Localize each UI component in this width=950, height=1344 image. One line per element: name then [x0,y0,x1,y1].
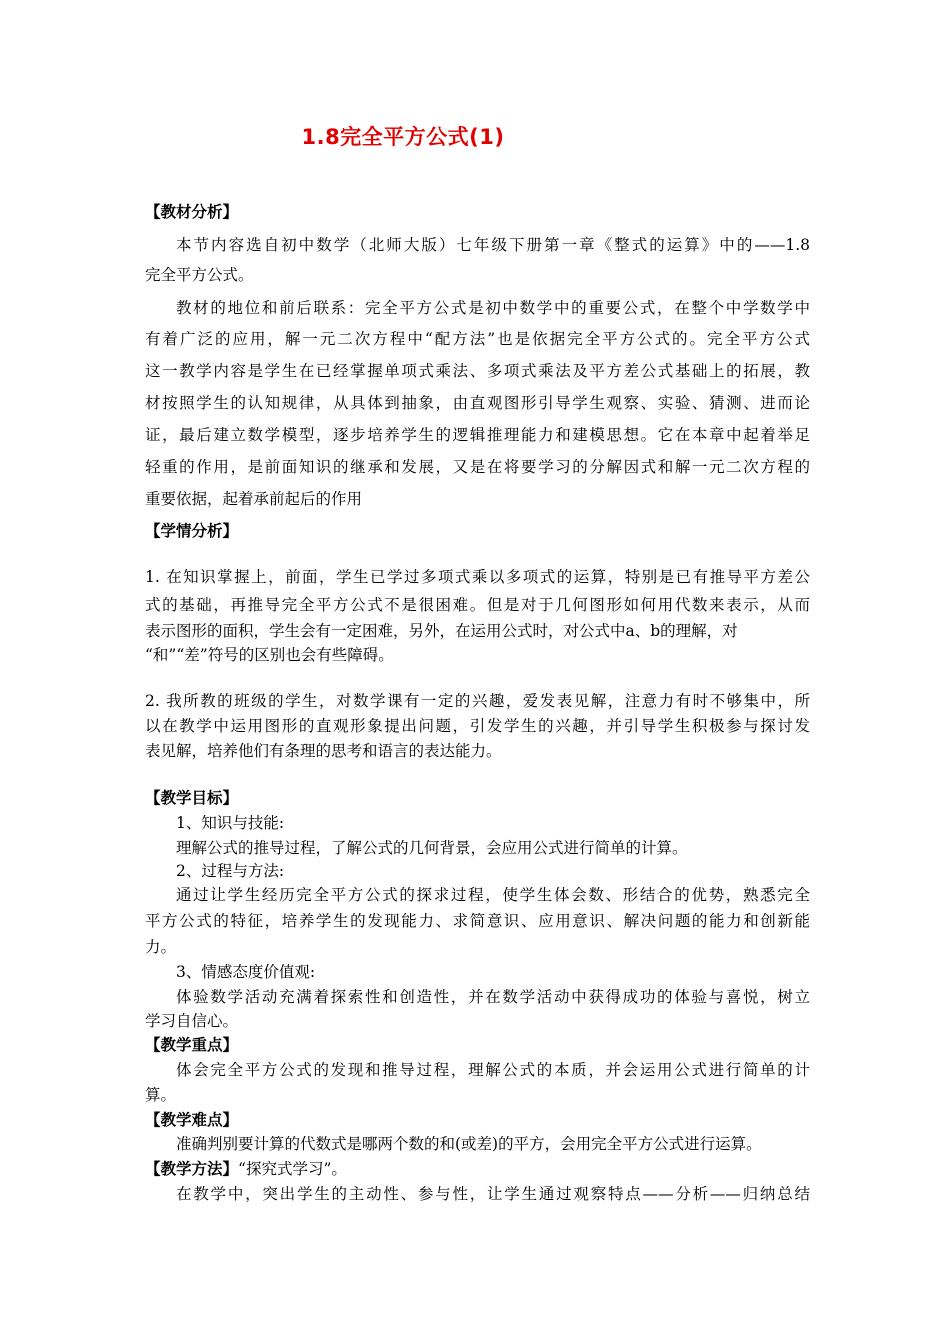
paragraph-line: 重要依据，起着承前起后的作用 [145,490,363,508]
paragraph-line: 1. 在知识掌握上，前面，学生已学过多项式乘以多项式的运算，特别是已有推导平方差公 [145,568,810,586]
paragraph-line: 完全平方公式。 [145,266,254,284]
paragraph-line: 通过让学生经历完全平方公式的探求过程，使学生体会数、形结合的优势，熟悉完全 [176,886,810,904]
paragraph-line: 式的基础，再推导完全平方公式不是很困难。但是对于几何图形如何用代数来表示，从而 [145,596,810,614]
paragraph-line: 体验数学活动充满着探索性和创造性，并在数学活动中获得成功的体验与喜悦，树立 [176,988,810,1006]
paragraph-line: 体会完全平方公式的发现和推导过程，理解公式的本质，并会运用公式进行简单的计 [176,1061,810,1079]
paragraph-line: 3、情感态度价值观: [176,963,316,981]
paragraph-line: 本节内容选自初中数学（北师大版）七年级下册第一章《整式的运算》中的——1.8 [176,236,810,254]
paragraph-line: 理解公式的推导过程，了解公式的几何背景，会应用公式进行简单的计算。 [176,839,688,857]
teaching-method-line [145,1159,810,1179]
paragraph-line: 在教学中，突出学生的主动性、参与性，让学生通过观察特点——分析——归纳总结 [176,1185,810,1203]
paragraph-line: 算。 [145,1086,177,1104]
paragraph-line: 2、过程与方法: [176,862,285,880]
paragraph-line: 这一教学内容是学生在已经掌握单项式乘法、多项式乘法及平方差公式基础上的拓展，教 [145,362,810,380]
paragraph-line: 表见解，培养他们有条理的思考和语言的表达能力。 [145,742,502,760]
paragraph-line: 平方公式的特征，培养学生的发现能力、求简意识、应用意识、解决问题的能力和创新能 [145,912,810,930]
paragraph-line: 教材的地位和前后联系：完全平方公式是初中数学中的重要公式，在整个中学数学中 [176,299,810,317]
paragraph-line: 以在教学中运用图形的直观形象提出问题，引发学生的兴趣，并引导学生积极参与探讨发 [145,717,810,735]
paragraph-line: 1、知识与技能: [176,814,285,832]
teaching-method-value: “探究式学习”。 [238,1160,347,1178]
section-heading-teaching-method: 【教学方法】 [145,1160,239,1178]
section-heading-teaching-goals: 【教学目标】 [145,789,239,807]
section-heading-student-analysis: 【学情分析】 [145,522,239,540]
paragraph-line: 有着广泛的应用，解一元二次方程中“配方法”也是依据完全平方公式的。完全平方公式 [145,330,810,348]
paragraph-line: 轻重的作用，是前面知识的继承和发展，又是在将要学习的分解因式和解一元二次方程的 [145,458,810,476]
paragraph-line: 准确判别要计算的代数式是哪两个数的和(或差)的平方，会用完全平方公式进行运算。 [176,1135,762,1153]
paragraph-line: 材按照学生的认知规律，从具体到抽象，由直观图形引导学生观察、实验、猜测、进而论 [145,394,810,412]
section-heading-key-points: 【教学重点】 [145,1036,239,1054]
document-title: 1.8完全平方公式(1) [301,125,505,149]
paragraph-line: 2. 我所教的班级的学生，对数学课有一定的兴趣，爱发表见解，注意力有时不够集中，所 [145,692,810,710]
section-heading-difficulties: 【教学难点】 [145,1111,239,1129]
paragraph-line: 证，最后建立数学模型，逐步培养学生的逻辑推理能力和建模思想。它在本章中起着举足 [145,426,810,444]
paragraph-line: 学习自信心。 [145,1012,239,1030]
paragraph-line: “和”“差”符号的区别也会有些障碍。 [145,646,394,664]
paragraph-line: 力。 [145,938,177,956]
paragraph-line: 表示图形的面积，学生会有一定困难，另外，在运用公式时，对公式中a、b的理解，对 [145,622,738,640]
section-heading-material-analysis: 【教材分析】 [145,203,239,221]
